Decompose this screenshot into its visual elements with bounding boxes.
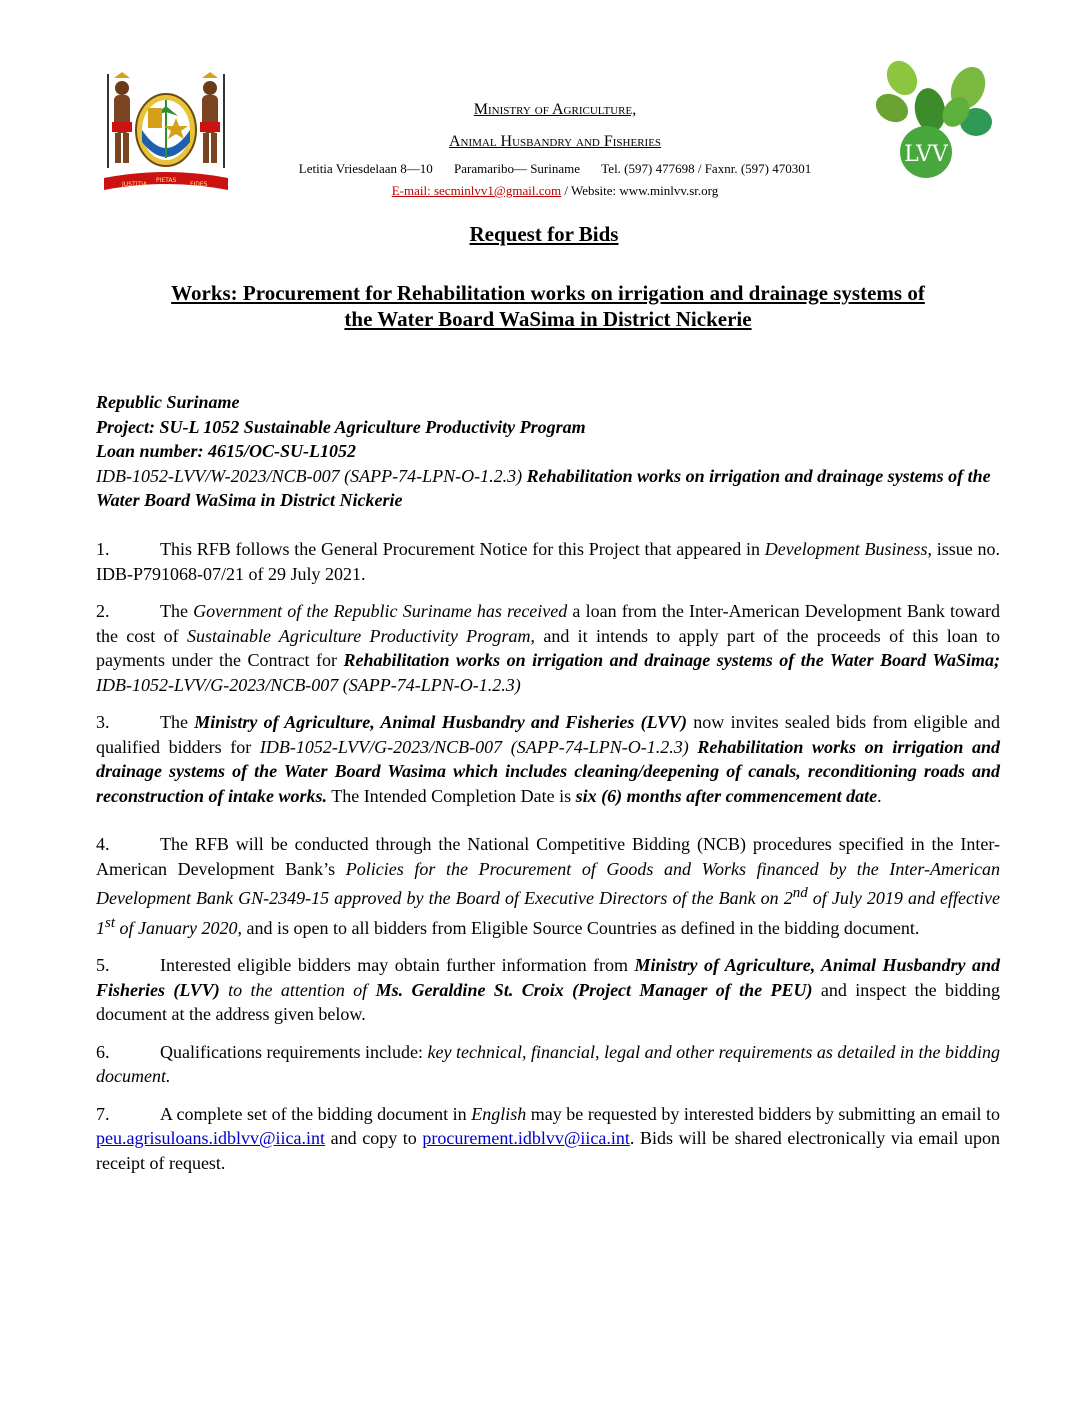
text-run: . [877,785,882,806]
coat-of-arms-icon [100,72,232,196]
superscript: st [105,914,116,931]
paragraph-number: 5. [96,955,110,975]
ministry-line-2: Animal Husbandry and Fisheries [448,133,662,150]
paragraph-number: 2. [96,601,110,621]
text-run: , issue no. IDB-P791068-07/21 of 29 July 2021. [96,539,1000,584]
document-body [96,537,1000,1188]
paragraph-6 [96,1040,1000,1089]
paragraph-1 [96,537,1000,586]
street-address: Letitia Vriesdelaan 8—10 [298,161,433,176]
text-run: Ministry of Agriculture, Animal Husbandry and Fisheries (LVV) [96,955,1000,1000]
paragraph-number: 7. [96,1103,110,1124]
text-run: a loan from the Inter-American Development Bank toward the cost of [96,601,1000,646]
text-run: and copy to [325,1128,423,1148]
paragraph-5 [96,953,1000,1027]
text-run: The [160,712,195,732]
text-run: six (6) months after commencement date [575,785,878,806]
paragraph-4 [96,832,1000,940]
ministry-name [270,94,840,158]
subtitle-line-2: the Water Board WaSima in District Nickerie [344,307,752,331]
phone-fax: Tel. (597) 477698 / Faxnr. (597) 470301 [601,161,812,176]
paragraph-3 [96,710,1000,808]
text-run: IDB-1052-LVV/G-2023/NCB-007 (SAPP-74-LPN-O-1.2.3) [96,674,521,695]
ministry-contact [270,180,840,202]
loan-number: Loan number: 4615/OC-SU-L1052 [96,441,357,461]
website-text: / Website: www.minlvv.sr.org [564,183,719,198]
paragraph-number: 1. [96,539,110,559]
text-run: Rehabilitation works on irrigation and drainage systems of the Water Board Wasima which includes cleaning/deepening of canals, reconditioning roads and reconstruction of intake works. [96,736,1000,806]
text-run: . Bids will be shared electronically via email upon receipt of request. [96,1128,1000,1173]
email-link[interactable]: E-mail: secminlvv1@gmail.com [391,183,562,198]
coat-motto-1: JUSTITIA [122,181,147,188]
city: Paramaribo— Suriname [454,161,581,176]
text-run: A complete set of the bidding document in [160,1103,472,1124]
text-run: and is open to all bidders from Eligible Source Countries as defined in the bidding document. [242,917,920,938]
text-run: now invites sealed bids from eligible and qualified bidders for [96,712,1001,757]
text-run: Qualifications requirements include: [160,1041,428,1062]
text-run: The RFB will be conducted through the National Competitive Bidding (NCB) procedures specified in the Inter-American Development Bank’s [96,834,1000,879]
text-run: Interested eligible bidders may obtain further information from [160,955,635,975]
lvv-logo-icon [866,52,1006,182]
procurement-email-link[interactable]: procurement.idblvv@iica.int [422,1128,630,1148]
page-title: Request for Bids [469,222,619,246]
ministry-line-1: Ministry of Agriculture, [473,101,637,118]
coat-motto-2: PIETAS [156,177,177,184]
text-run: Sustainable Agriculture Productivity Program [186,625,531,646]
text-run: The Intended Completion Date is [327,785,576,806]
text-run: of July 2019 and effective 1 [96,888,1000,938]
paragraph-2 [96,599,1000,697]
text-run: The [160,601,194,621]
text-run: Government of the Republic Suriname has received [193,601,568,621]
project-reference: IDB-1052-LVV/W-2023/NCB-007 (SAPP-74-LPN-O-1.2.3) [96,465,523,486]
project-country: Republic Suriname [96,392,240,412]
text-run: This RFB follows the General Procurement Notice for this Project that appeared in [160,539,765,559]
text-run: may be requested by interested bidders by submitting an email to [526,1103,1000,1124]
superscript: nd [792,885,808,901]
project-reference-description: Rehabilitation works on irrigation and drainage systems of the Water Board WaSima in District Nickerie [96,465,991,510]
text-run: and inspect the bidding document at the address given below. [96,979,1000,1024]
text-run: key technical, financial, legal and other requirements as detailed in the bidding document. [96,1041,1000,1086]
text-run: to the attention of [219,979,376,1000]
peu-email-link[interactable]: peu.agrisuloans.idblvv@iica.int [96,1128,326,1148]
text-run: Development Business [764,539,928,559]
project-name: Project: SU-L 1052 Sustainable Agriculture Productivity Program [96,416,586,437]
coat-motto-3: FIDES [190,181,208,188]
ministry-header [270,94,840,202]
text-run: of January 2020, [115,917,242,938]
works-subtitle [96,280,1000,332]
text-run: , and it intends to apply part of the proceeds of this loan to payments under the Contract for [96,625,1001,670]
text-run: English [471,1103,527,1124]
text-run: Policies for the Procurement of Goods and Works financed by the Inter-American Development Bank GN-2349-15 approved by the Board of Executive Directors of the Bank on 2 [96,858,1000,908]
lvv-logo-text: LVV [904,142,948,167]
text-run: Rehabilitation works on irrigation and drainage systems of the Water Board WaSima; [343,650,1000,670]
paragraph-number: 6. [96,1041,110,1062]
paragraph-number: 4. [96,834,110,854]
paragraph-number: 3. [96,712,110,732]
text-run: Ms. Geraldine St. Croix (Project Manager of the PEU) [375,979,813,1000]
text-run: IDB-1052-LVV/G-2023/NCB-007 (SAPP-74-LPN-O-1.2.3) [259,736,689,757]
ministry-address [270,158,840,180]
subtitle-line-1: Works: Procurement for Rehabilitation works on irrigation and drainage systems of [171,281,925,305]
project-info [96,390,1000,513]
paragraph-7 [96,1102,1000,1176]
text-run: Ministry of Agriculture, Animal Husbandry and Fisheries (LVV) [194,712,687,732]
